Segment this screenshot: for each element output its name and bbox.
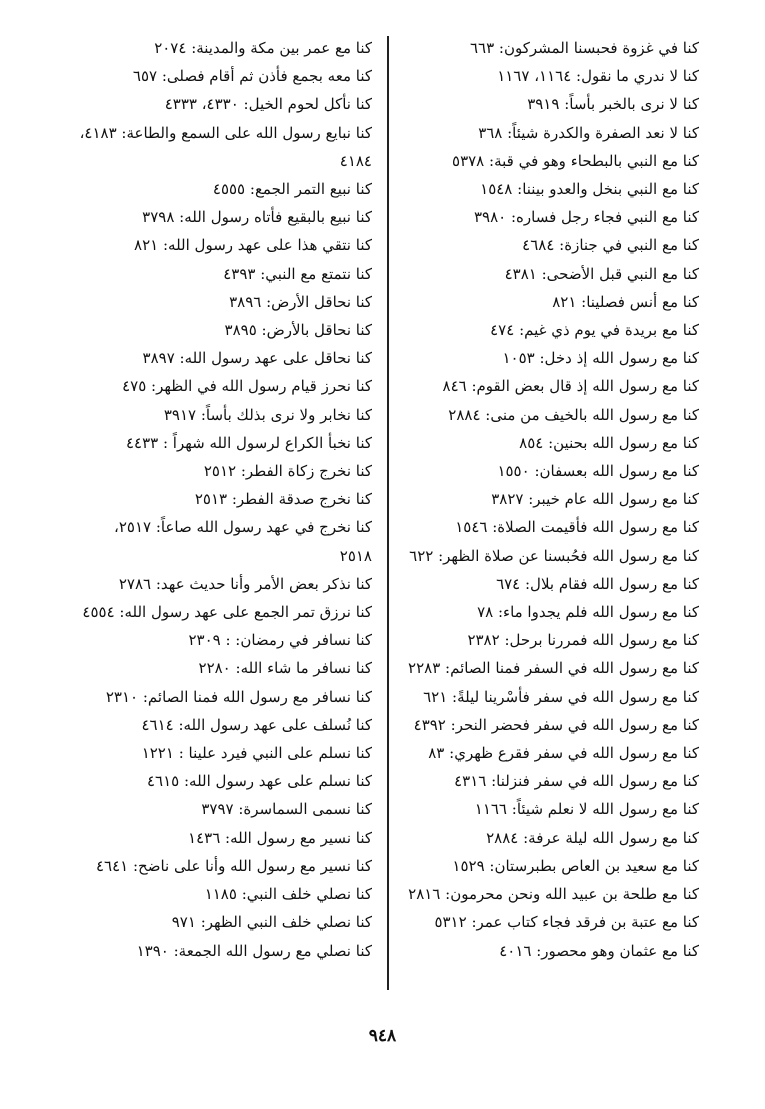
index-entry: كنا مع رسول الله في سفر فقرع ظهري: ٨٣	[428, 744, 699, 763]
index-entry: كنا مع النبي بالبطحاء وهو في قبة: ٥٣٧٨	[452, 151, 699, 170]
index-entry: كنا نسافر ما شاء الله: ٢٢٨٠	[198, 659, 372, 678]
index-entry: كنا نسافر مع رسول الله فمنا الصائم: ٢٣١٠	[105, 687, 372, 706]
index-entry: كنا نأكل لحوم الخيل: ٤٣٣٠، ٤٣٣٣	[164, 95, 372, 114]
index-entry: كنا نصلي مع رسول الله الجمعة: ١٣٩٠	[136, 941, 372, 960]
index-entry: كنا نبيع بالبقيع فأتاه رسول الله: ٣٧٩٨	[142, 208, 372, 227]
index-entry: كنا مع النبي قبل الأضحى: ٤٣٨١	[504, 264, 699, 283]
index-entry: كنا نصلي خلف النبي: ١١٨٥	[204, 885, 372, 904]
index-entry: كنا مع رسول الله في سفر فنزلنا: ٤٣١٦	[454, 772, 699, 791]
index-entry: كنا مع رسول الله بالخيف من منى: ٢٨٨٤	[448, 405, 699, 424]
index-entry: كنا نسير مع رسول الله وأنا على ناضح: ٤٦٤١	[96, 856, 372, 875]
index-entry: كنا نخرج زكاة الفطر: ٢٥١٢	[203, 462, 372, 481]
index-entry: كنا لا نعد الصفرة والكدرة شيئاً: ٣٦٨	[478, 123, 699, 142]
index-entry: كنا في غزوة فحبسنا المشركون: ٦٦٣	[469, 39, 699, 57]
index-entry: كنا نبيع التمر الجمع: ٤٥٥٥	[212, 180, 372, 199]
index-entry: كنا نحاقل الأرض: ٣٨٩٦	[229, 292, 372, 311]
index-entry: كنا مع رسول الله فلم يجدوا ماء: ٧٨	[477, 603, 699, 622]
index-entry: كنا مع النبي في جنازة: ٤٦٨٤	[522, 236, 699, 255]
index-entry: كنا معه بجمع فأذن ثم أقام فصلى: ٦٥٧	[132, 67, 372, 86]
index-entry: كنا مع عمر بين مكة والمدينة: ٢٠٧٤	[154, 39, 372, 57]
index-entry: كنا نحاقل بالأرض: ٣٨٩٥	[224, 321, 372, 340]
index-entry: كنا لا ندري ما نقول: ١١٦٤، ١١٦٧	[497, 67, 699, 86]
index-entry: كنا مع رسول الله فمررنا برحل: ٢٣٨٢	[467, 631, 699, 650]
index-entry: كنا نحرز قيام رسول الله في الظهر: ٤٧٥	[122, 377, 372, 396]
index-entry: كنا مع رسول الله بعسفان: ١٥٥٠	[497, 462, 699, 481]
index-entry: ٤١٨٤	[339, 151, 372, 170]
index-column-left	[28, 34, 372, 965]
index-entry: كنا نخبأ الكراع لرسول الله شهراً : ٤٤٣٣	[125, 433, 372, 452]
index-entry: ٢٥١٨	[339, 546, 372, 565]
index-entry: كنا نسافر في رمضان: : ٢٣٠٩	[188, 631, 372, 650]
index-entry: كنا مع أنس فصلينا: ٨٢١	[552, 292, 699, 311]
index-entry: كنا نسمى السماسرة: ٣٧٩٧	[201, 800, 372, 819]
index-entry: كنا مع عثمان وهو محصور: ٤٠١٦	[499, 941, 699, 960]
index-entry: كنا مع رسول الله بحنين: ٨٥٤	[519, 433, 699, 452]
index-entry: كنا مع رسول الله فحُبسنا عن صلاة الظهر: ٦٢٢	[409, 546, 699, 565]
index-entry: كنا نرزق تمر الجمع على عهد رسول الله: ٤٥٥٤	[82, 603, 372, 622]
index-entry: كنا مع النبي بنخل والعدو بيننا: ١٥٤٨	[480, 180, 699, 199]
index-column-right	[396, 34, 699, 965]
index-entry: كنا نبايع رسول الله على السمع والطاعة: ٤١٨٣،	[79, 123, 372, 142]
index-entry: كنا نتقي هذا على عهد رسول الله: ٨٢١	[134, 236, 372, 255]
index-entry: كنا لا نرى بالخبر بأساً: ٣٩١٩	[527, 95, 699, 114]
index-entry: كنا مع رسول الله عام خيبر: ٣٨٢٧	[491, 490, 699, 509]
index-entry: كنا نذكر بعض الأمر وأنا حديث عهد: ٢٧٨٦	[118, 574, 372, 593]
index-entry: كنا مع رسول الله فقام بلال: ٦٧٤	[496, 574, 699, 593]
index-entry: كنا نحاقل على عهد رسول الله: ٣٨٩٧	[142, 349, 372, 368]
index-entry: كنا نسير مع رسول الله: ١٤٣٦	[188, 828, 372, 847]
index-entry: كنا نخابر ولا نرى بذلك بأساً: ٣٩١٧	[163, 405, 372, 424]
page-number: ٩٤٨	[368, 1026, 397, 1046]
index-entry: كنا نسلم على النبي فيرد علينا : ١٢٢١	[141, 744, 372, 763]
index-entry: كنا نخرج صدقة الفطر: ٢٥١٣	[194, 490, 372, 509]
index-entry: كنا مع النبي فجاء رجل فساره: ٣٩٨٠	[473, 208, 699, 227]
index-entry: كنا مع عتبة بن فرقد فجاء كتاب عمر: ٥٣١٢	[434, 913, 699, 932]
index-entry: كنا نخرج في عهد رسول الله صاعاً: ٢٥١٧،	[113, 518, 372, 537]
index-entry: كنا مع بريدة في يوم ذي غيم: ٤٧٤	[490, 321, 699, 340]
index-entry: كنا مع رسول الله في السفر فمنا الصائم: ٢٢٨٣	[408, 659, 699, 678]
index-entry: كنا مع رسول الله لا نعلم شيئاً: ١١٦٦	[474, 800, 699, 819]
index-entry: كنا نصلي خلف النبي الظهر: ٩٧١	[171, 913, 372, 932]
column-divider	[387, 36, 389, 990]
index-entry: كنا مع رسول الله في سفر فحضر النحر: ٤٣٩٢	[413, 715, 699, 734]
index-entry: كنا مع رسول الله إذ قال بعض القوم: ٨٤٦	[442, 377, 699, 396]
index-entry: كنا مع طلحة بن عبيد الله ونحن محرمون: ٢٨١٦	[408, 885, 699, 904]
index-entry: كنا مع رسول الله في سفر فأسْرينا ليلةً: ٦٢١	[423, 687, 699, 706]
index-entry: كنا نتمتع مع النبي: ٤٣٩٣	[223, 264, 372, 283]
index-entry: كنا مع رسول الله فأقيمت الصلاة: ١٥٤٦	[455, 518, 699, 537]
index-entry: كنا نسلم على عهد رسول الله: ٤٦١٥	[146, 772, 372, 791]
index-entry: كنا مع سعيد بن العاص بطبرستان: ١٥٢٩	[452, 856, 699, 875]
index-entry: كنا مع رسول الله إذ دخل: ١٠٥٣	[502, 349, 699, 368]
index-entry: كنا نُسلف على عهد رسول الله: ٤٦١٤	[141, 715, 372, 734]
index-entry: كنا مع رسول الله ليلة عرفة: ٢٨٨٤	[486, 828, 699, 847]
